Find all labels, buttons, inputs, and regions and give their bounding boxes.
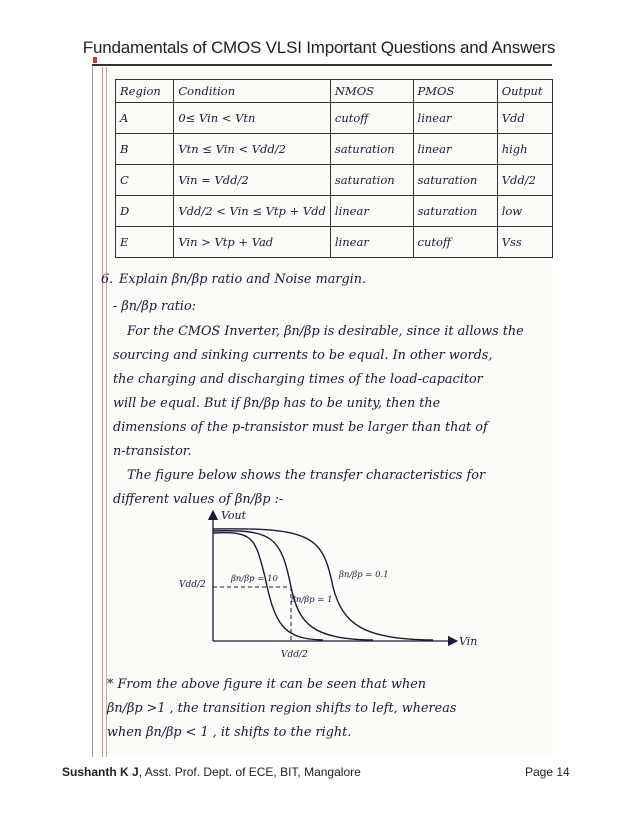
region-cell: C — [116, 165, 174, 196]
region-cell: B — [116, 134, 174, 165]
operating-regions-table — [115, 79, 553, 258]
region-cell: E — [116, 227, 174, 258]
vdd-half-y-label: Vdd/2 — [179, 580, 206, 590]
y-axis-label: Vout — [221, 509, 247, 522]
paragraph-line: the charging and discharging times of the load-capacitor — [113, 372, 483, 387]
paragraph-line: will be equal. But if βn/βp has to be unity, then the — [113, 396, 441, 411]
header-rule — [92, 64, 552, 66]
pmos-cell: saturation — [413, 196, 497, 227]
curve-ratio-1 — [213, 531, 373, 640]
footer-credit — [62, 765, 361, 779]
paragraph-line: For the CMOS Inverter, βn/βp is desirable, since it allows the — [127, 324, 524, 339]
nmos-cell: linear — [330, 227, 413, 258]
table-row — [116, 165, 553, 196]
col-header-nmos: NMOS — [330, 80, 413, 103]
curve-label: βn/βp = 0.1 — [339, 570, 389, 580]
vdd-half-x-label: Vdd/2 — [281, 650, 308, 660]
curve-ratio-0-1 — [213, 529, 433, 640]
pmos-cell: linear — [413, 103, 497, 134]
condition-cell: 0≤ Vin < Vtn — [174, 103, 331, 134]
condition-cell: Vtn ≤ Vin < Vdd/2 — [174, 134, 331, 165]
output-cell: Vdd/2 — [497, 165, 552, 196]
condition-cell: Vin > Vtp + Vad — [174, 227, 331, 258]
curve-label: βn/βp = 10 — [231, 574, 278, 584]
paragraph-line: sourcing and sinking currents to be equal. In other words, — [113, 348, 493, 363]
margin-mark — [93, 57, 97, 63]
pmos-cell: saturation — [413, 165, 497, 196]
region-cell: D — [116, 196, 174, 227]
col-header-pmos: PMOS — [413, 80, 497, 103]
table-row — [116, 103, 553, 134]
curve-ratio-10 — [213, 533, 323, 640]
author-name: Sushanth K J — [62, 765, 139, 779]
table-row — [116, 196, 553, 227]
author-affiliation: , Asst. Prof. Dept. of ECE, BIT, Mangalore — [138, 765, 361, 779]
condition-cell: Vin = Vdd/2 — [174, 165, 331, 196]
page-number: Page 14 — [525, 765, 570, 779]
col-header-condition: Condition — [174, 80, 331, 103]
col-header-output: Output — [497, 80, 552, 103]
page-header-title: Fundamentals of CMOS VLSI Important Questions and Answers — [82, 38, 556, 57]
table-header-row — [116, 80, 553, 103]
conclusion-line: βn/βp >1 , the transition region shifts to left, whereas — [107, 701, 457, 716]
nmos-cell: linear — [330, 196, 413, 227]
transfer-characteristics-figure — [173, 507, 478, 667]
output-cell: Vdd — [497, 103, 552, 134]
output-cell: low — [497, 196, 552, 227]
table-row — [116, 134, 553, 165]
margin-line — [106, 67, 107, 757]
x-axis-label: Vin — [459, 635, 478, 648]
figure-intro-line: The figure below shows the transfer characteristics for — [127, 468, 486, 483]
table-row — [116, 227, 553, 258]
conclusion-line: * From the above figure it can be seen that when — [107, 677, 427, 692]
nmos-cell: saturation — [330, 134, 413, 165]
figure-intro-line: different values of βn/βp :- — [113, 492, 284, 507]
conclusion-line: when βn/βp < 1 , it shifts to the right. — [107, 725, 352, 740]
pmos-cell: linear — [413, 134, 497, 165]
question-number: 6. — [101, 272, 114, 287]
output-cell: Vss — [497, 227, 552, 258]
section-subheading: - βn/βp ratio: — [113, 299, 196, 314]
condition-cell: Vdd/2 < Vin ≤ Vtp + Vdd — [174, 196, 331, 227]
scanned-notebook-page — [92, 67, 553, 757]
pmos-cell: cutoff — [413, 227, 497, 258]
paragraph-line: dimensions of the p-transistor must be larger than that of — [113, 420, 488, 435]
nmos-cell: saturation — [330, 165, 413, 196]
col-header-region: Region — [116, 80, 174, 103]
paragraph-line: n-transistor. — [113, 444, 192, 459]
region-cell: A — [116, 103, 174, 134]
curve-label: βn/βp = 1 — [291, 595, 333, 605]
nmos-cell: cutoff — [330, 103, 413, 134]
output-cell: high — [497, 134, 552, 165]
question-title: Explain βn/βp ratio and Noise margin. — [119, 272, 367, 287]
margin-line — [102, 67, 103, 757]
